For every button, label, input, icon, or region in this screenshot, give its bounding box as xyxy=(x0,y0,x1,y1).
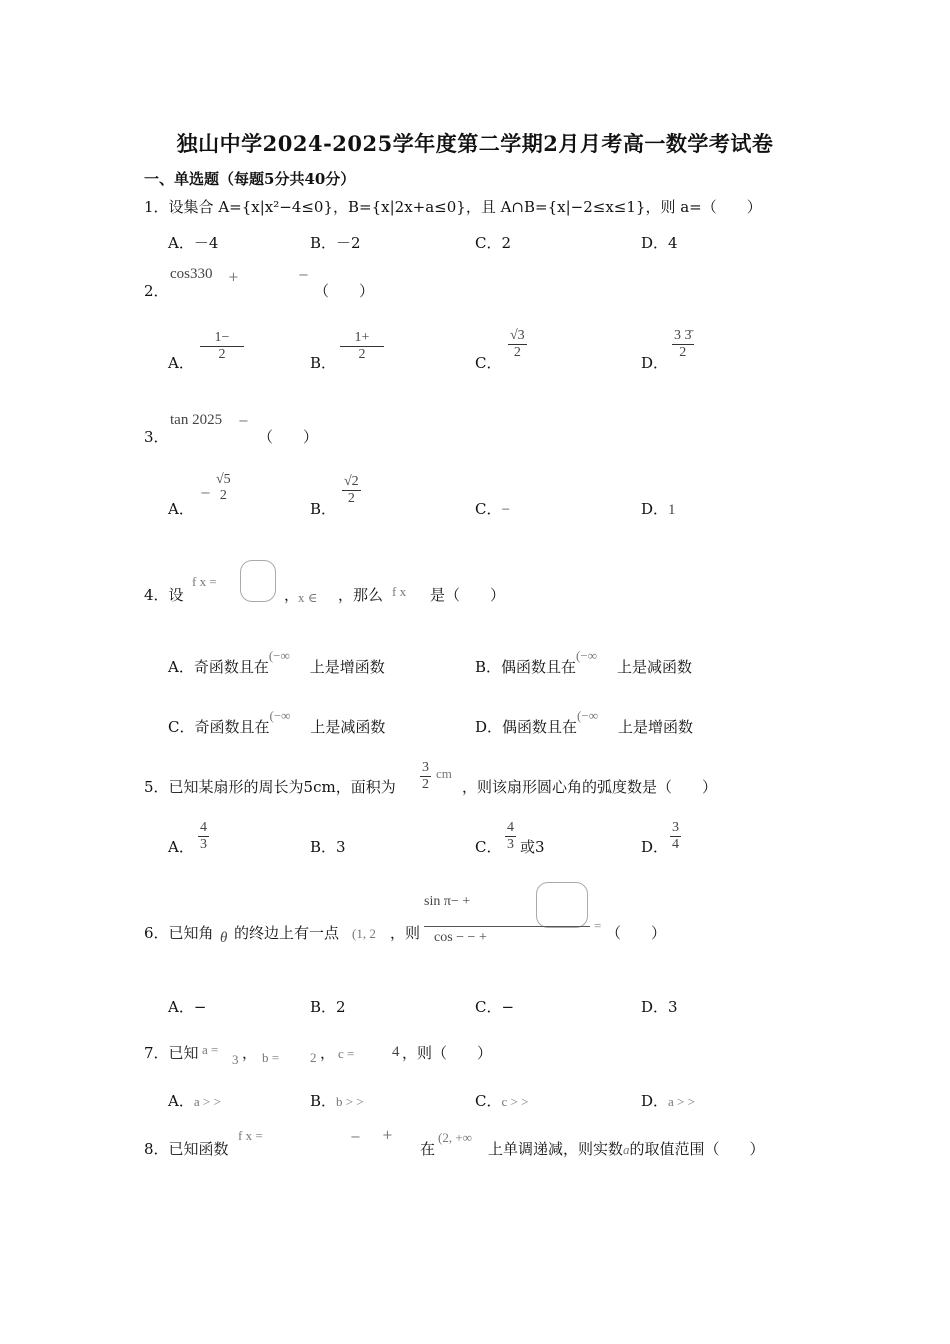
section-heading: 一、单选题（每题5分共40分） xyxy=(144,170,356,188)
fraction: $\frac{3 3̄}{2}$ xyxy=(674,328,692,360)
function-expression: f x = xyxy=(238,1128,263,1143)
option-c[interactable]: C． xyxy=(475,838,502,856)
point-coordinates: (1, 2 xyxy=(352,926,376,941)
question-text: 上单调递减，则实数a的取值范围（ ） xyxy=(488,1140,765,1158)
fraction: $\frac{1+}{2}$ xyxy=(338,330,386,363)
question-1 xyxy=(144,196,762,217)
option-b[interactable]: B．偶函数且在(−∞上是减函数 xyxy=(475,648,692,676)
answer-bracket: （ ） xyxy=(314,282,375,300)
question-8: 8．已知函数 xyxy=(144,1140,229,1158)
fraction: $\frac{1-}{2}$ xyxy=(198,330,246,363)
option-c[interactable]: C．2 xyxy=(475,234,512,252)
option-c[interactable]: C．奇函数且在(−∞上是减函数 xyxy=(168,708,386,736)
piecewise-bracket xyxy=(240,560,276,602)
exam-title: 独山中学2024-2025学年度第二学期2月月考高一数学考试卷 xyxy=(176,131,774,156)
function-expression: f x = xyxy=(192,574,217,589)
denominator-expression: cos − − + xyxy=(434,930,487,945)
value: 2 xyxy=(310,1050,317,1065)
option-d[interactable]: D．1 xyxy=(641,500,676,518)
fraction: $\frac{√2}{2}$ xyxy=(344,474,359,506)
question-text: 是（ ） xyxy=(430,586,506,604)
question-number: 2． xyxy=(144,282,169,300)
option-c[interactable]: C．− xyxy=(475,500,510,518)
option-d[interactable]: D．a > > xyxy=(641,1092,695,1110)
value: 4 xyxy=(392,1044,400,1060)
fraction-bar xyxy=(424,926,590,927)
equals-sign: = xyxy=(594,918,602,933)
bracket xyxy=(536,882,588,928)
option-c[interactable]: C．c > > xyxy=(475,1092,529,1110)
interval: (2, +∞ xyxy=(438,1130,472,1145)
question-text: ，则 xyxy=(390,924,421,942)
option-a[interactable]: A． xyxy=(168,838,194,856)
variable-a: a = xyxy=(202,1042,219,1057)
comma: ， xyxy=(284,586,300,604)
minus-sign: − xyxy=(350,1130,361,1145)
answer-bracket: （ ） xyxy=(606,924,667,942)
question-text: 设集合 A={x|x²−4≤0}，B={x|2x+a≤0}，且 A∩B={x|−2≤x≤1}，则 a=（ ） xyxy=(168,198,762,216)
fraction: $\frac{4}{3}$ xyxy=(507,820,514,852)
minus-sign: − xyxy=(200,486,211,501)
unit: cm xyxy=(436,766,452,781)
option-text: 或3 xyxy=(520,838,545,856)
option-c[interactable]: C． xyxy=(475,354,502,372)
plus-sign: + xyxy=(382,1128,393,1143)
option-a[interactable]: A． xyxy=(168,500,194,518)
numerator-expression: sin π− + xyxy=(424,894,471,909)
option-b[interactable]: B．2 xyxy=(310,998,346,1016)
option-d[interactable]: D．4 xyxy=(641,234,678,252)
option-b[interactable]: B．3 xyxy=(310,838,346,856)
question-text: 在 xyxy=(420,1140,436,1158)
variable-c: c = xyxy=(338,1046,355,1061)
question-4: 4．设 xyxy=(144,586,184,604)
option-b[interactable]: B． xyxy=(310,500,337,518)
question-5: 5．已知某扇形的周长为5cm，面积为 xyxy=(144,778,396,796)
variable-b: b = xyxy=(262,1050,280,1065)
option-d[interactable]: D． xyxy=(641,838,669,856)
minus-sign: − xyxy=(298,268,309,283)
option-a[interactable]: A．− xyxy=(168,998,207,1016)
value: 3 xyxy=(232,1052,239,1067)
option-c[interactable]: C．− xyxy=(475,998,515,1016)
domain-expression: x ∈ xyxy=(298,590,318,605)
option-b[interactable]: B． xyxy=(310,354,337,372)
question-text: 的终边上有一点 xyxy=(234,924,340,942)
question-number: 1． xyxy=(144,198,169,216)
option-a[interactable]: A．奇函数且在(−∞上是增函数 xyxy=(168,648,385,676)
option-d[interactable]: D．3 xyxy=(641,998,678,1016)
plus-sign: + xyxy=(228,270,239,285)
function-expression: f x xyxy=(392,584,407,599)
question-6: 6．已知角 xyxy=(144,924,214,942)
fraction: $\frac{4}{3}$ xyxy=(200,820,207,852)
option-d[interactable]: D．偶函数且在(−∞上是增函数 xyxy=(475,708,693,736)
option-a[interactable]: A．－4 xyxy=(168,234,219,252)
question-expression: cos330 xyxy=(170,266,213,282)
fraction: $\frac{3}{2}$ xyxy=(422,760,429,792)
question-number: 3． xyxy=(144,428,169,446)
answer-bracket: （ ） xyxy=(258,428,319,446)
option-b[interactable]: B．b > > xyxy=(310,1092,364,1110)
fraction: $\frac{3}{4}$ xyxy=(672,820,679,852)
fraction: $\frac{√3}{2}$ xyxy=(510,328,525,360)
question-7: 7．已知 xyxy=(144,1044,199,1062)
comma: ， xyxy=(320,1044,336,1062)
theta-symbol: θ xyxy=(220,930,228,946)
question-text: ，则该扇形圆心角的弧度数是（ ） xyxy=(462,778,718,796)
option-a[interactable]: A．a > > xyxy=(168,1092,221,1110)
option-b[interactable]: B．－2 xyxy=(310,234,361,252)
question-text: ，则（ ） xyxy=(402,1044,493,1062)
minus-sign: − xyxy=(238,414,249,429)
question-text: ，那么 xyxy=(338,586,384,604)
fraction: √5 2 xyxy=(216,472,231,503)
option-d[interactable]: D． xyxy=(641,354,669,372)
comma: ， xyxy=(242,1044,258,1062)
question-expression: tan 2025 xyxy=(170,412,223,428)
option-a[interactable]: A． xyxy=(168,354,194,372)
